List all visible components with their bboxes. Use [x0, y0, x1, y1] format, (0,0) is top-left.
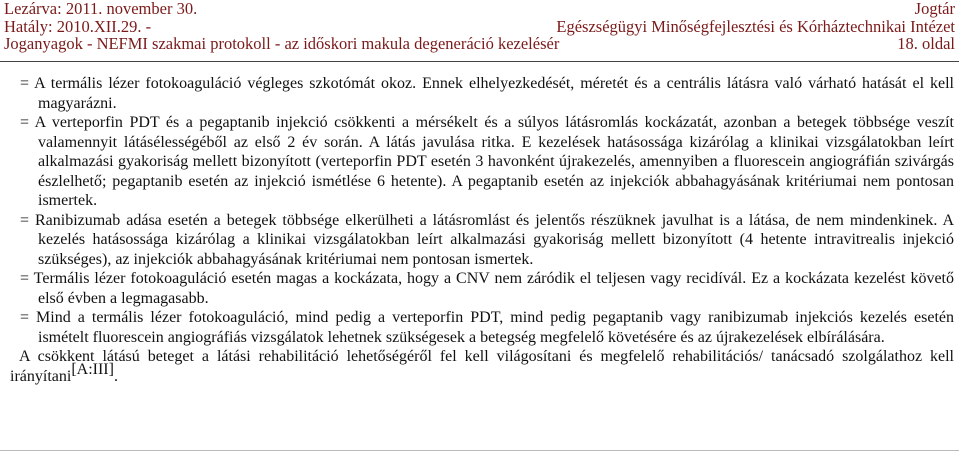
page-header — [4, 0, 955, 60]
paragraph-ranibizumab: = Ranibizumab adása esetén a betegek többsége elkerülheti a látásromlást és jelentős részüknek javulhat is a látása, de nem mindenkinek. A kezelés hatásossága kizárólag a klinikai vizsgálatokban leírt alkalmazási gyakoriság mellett bizonyított (4 hetente intravitrealis injekció szükséges), az injekciók abbahagyásának kritériumai nem pontosan ismertek. — [20, 211, 954, 268]
rehabilitation-text: A csökkent látású beteget a látási rehabilitáció lehetőségéről fel kell világosítani és megfelelő rehabilitációs/ tanácsadó szolgálathoz kell irányítani — [10, 348, 954, 385]
closed-date: Lezárva: 2011. november 30. — [4, 0, 198, 18]
paragraph-thermal-laser-scotoma: = A termális lézer fotokoaguláció végleges szkotómát okoz. Ennek elhelyezkedését, méretét és a centrális látásra való várható hatását el kell magyarázni. — [20, 75, 954, 112]
header-divider — [0, 61, 959, 62]
paragraph-angiography-followup: = Mind a termális lézer fotokoaguláció, mind pedig a verteporfin PDT, mind pedig pegaptanib vagy ranibizumab injekciós kezelés esetén ismételt fluorescein angiográfiás vizsgálatok lehetnek szükségesek a betegség megfelelő követésére és az újrakezelések elbírálására. — [20, 309, 954, 346]
institute-name: Egészségügyi Minőségfejlesztési és Kórháztechnikai Intézet — [556, 16, 955, 36]
page-number: 18. oldal — [897, 34, 955, 53]
paragraph-laser-recurrence: = Termális lézer fotokoaguláció esetén magas a kockázata, hogy a CNV nem záródik el teljesen vagy recidívál. Ez a kockázata kezelést követő első évben a legmagasabb. — [20, 270, 954, 307]
paragraph-rehabilitation — [10, 347, 954, 386]
effective-date: Hatály: 2010.XII.29. - — [4, 16, 152, 36]
source-name: Jogtár — [914, 0, 955, 18]
sentence-end: . — [113, 367, 118, 385]
evidence-reference: [A:III] — [71, 360, 114, 378]
bottom-rule — [0, 450, 959, 451]
document-body — [10, 74, 954, 386]
paragraph-verteporfin-pegaptanib: = A verteporfin PDT és a pegaptanib injekció csökkenti a mérsékelt és a súlyos látásromlás kockázatát, azonban a betegek többsége veszít valamennyit látásélességéből az első 2 év során. A látás javulása ritka. E kezelések hatásossága kizárólag a klinikai vizsgálatokban leírt alkalmazási gyakoriság mellett bizonyított (verteporfin PDT esetén 3 havonként újrakezelés, amennyiben a fluorescein angiográfián szivárgás észlelhető; pegaptanib esetén az injekció ismétlése 6 hetente). A pegaptanib esetén az injekciók abbahagyásának kritériumai nem pontosan ismertek. — [20, 114, 954, 209]
document-title: Joganyagok - NEFMI szakmai protokoll - az időskori makula degeneráció kezelésér — [4, 34, 560, 53]
